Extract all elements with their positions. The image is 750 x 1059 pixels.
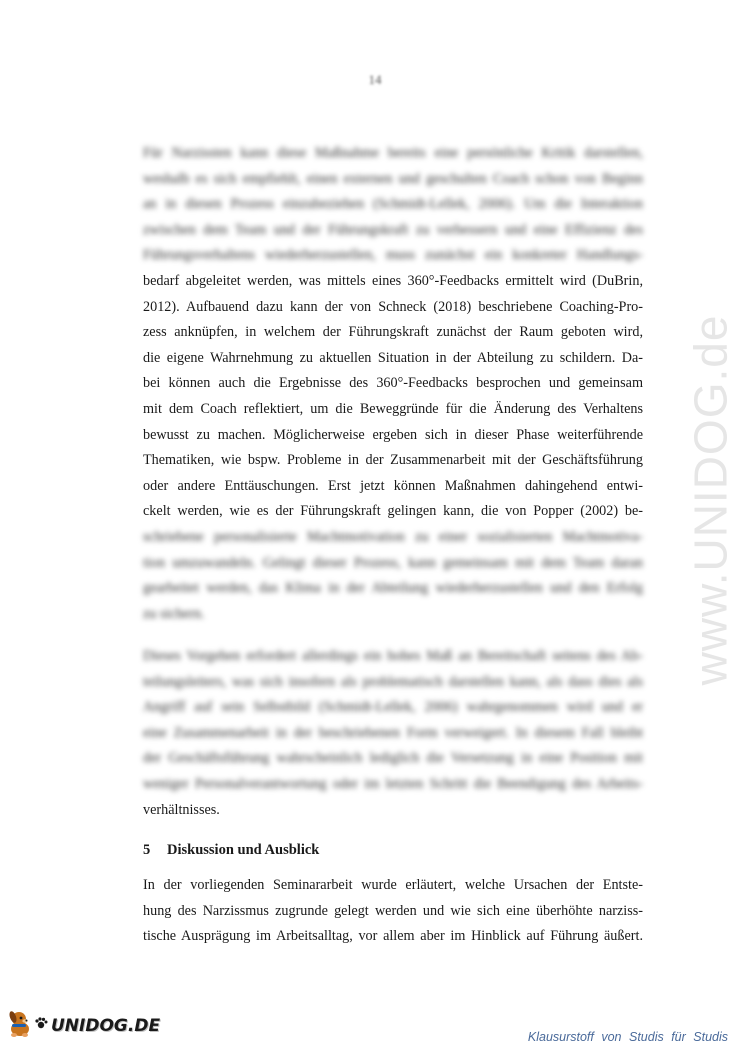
text-line-blurred: weniger Personalverantwortung oder im letzten Schritt die Beendigung des Arbeits- <box>143 775 643 792</box>
text-line-blurred: Führungsverhaltens wiederherzustellen, muss zunächst ein konkreter Handlungs- <box>143 247 643 264</box>
text-line: oder andere Enttäuschungen. Erst jetzt können Maßnahmen dahingehend entwi- <box>143 477 643 494</box>
page-number: 14 <box>368 72 382 87</box>
text-line-blurred: gearbeitet werden, das Klima in der Abteilung wiederherzustellen und den Erfolg <box>143 580 643 597</box>
text-line-blurred: weshalb es sich empfiehlt, einen externen und geschulten Coach schon von Beginn <box>143 170 643 187</box>
text-line: tische Ausprägung im Arbeitsalltag, vor allem aber im Hinblick auf Führung äußert. <box>143 928 643 945</box>
text-line-blurred: zwischen dem Team und der Führungskraft zu verbessern und eine Effizienz des <box>143 221 643 238</box>
text-line-blurred: Dieses Vorgehen erfordert allerdings ein hohes Maß an Bereitschaft seitens des Ab- <box>143 648 643 664</box>
section-title: Diskussion und Ausblick <box>167 842 320 858</box>
text-line: zess anknüpfen, in welchem der Führungskraft zunächst der Raum geboten wird, <box>143 324 643 341</box>
text-line-blurred: eine Zusammenarbeit in der beschriebenen Form verweigert. In diesem Fall bleibt <box>143 724 643 741</box>
text-line: ckelt werden, wie es der Führungskraft gelingen kann, die von Popper (2002) be- <box>143 503 643 520</box>
text-line-blurred: an in diesen Prozess einzubeziehen (Schmidt-Lellek, 2006). Um die Interaktion <box>143 196 643 213</box>
text-line-blurred: der Geschäftsführung wahrscheinlich lediglich die Versetzung in eine Position mit <box>143 750 643 767</box>
paragraph-2 <box>143 644 643 823</box>
text-line: mit dem Coach reflektiert, um die Beweggründe für die Änderung des Verhaltens <box>143 400 643 417</box>
logo-text: UNIDOG.DE <box>51 1015 161 1036</box>
text-line: bedarf abgeleitet werden, was mittels eines 360°-Feedbacks ermittelt wird (DuBrin, <box>143 272 643 289</box>
text-line-blurred: tion umzuwandeln. Gelingt dieser Prozess, kann gemeinsam mit dem Team daran <box>143 554 643 571</box>
paragraph-1 <box>143 141 643 627</box>
watermark-text: www.UNIDOG.de <box>684 314 737 686</box>
text-line-blurred: schriebene personalisierte Machtmotivation zu einer sozialisierten Machtmotiva- <box>143 528 643 545</box>
text-line: die eigene Wahrnehmung zu aktuellen Situation in der Abteilung zu schildern. Da- <box>143 349 643 366</box>
section-number: 5 <box>143 842 151 858</box>
text-line: verhältnisses. <box>143 801 220 818</box>
unidog-logo[interactable] <box>6 1008 160 1043</box>
paragraph-3 <box>143 873 643 950</box>
text-line-blurred: zu sichern. <box>143 605 205 622</box>
text-line: 2012). Aufbauend dazu kann der von Schneck (2018) beschriebene Coaching-Pro- <box>143 298 643 315</box>
text-line: bei können auch die Ergebnisse des 360°-Feedbacks besprochen und gemeinsam <box>143 375 643 392</box>
text-line: In der vorliegenden Seminararbeit wurde erläutert, welche Ursachen der Entste- <box>143 877 643 893</box>
text-line-blurred: Angriff auf sein Selbstbild (Schmidt-Lellek, 2006) wahrgenommen wird und er <box>143 699 643 716</box>
watermark <box>670 270 750 730</box>
text-line-blurred: Für Narzissten kann diese Maßnahme bereits eine persönliche Kritik darstellen, <box>143 145 643 161</box>
dog-icon <box>6 1008 34 1043</box>
text-line-blurred: teilungsleiters, was sich insofern als problematisch darstellen kann, als dass dies als <box>143 673 643 690</box>
text-line: bewusst zu machen. Möglicherweise ergeben sich in dieser Phase weiterführende <box>143 426 643 443</box>
text-line: hung des Narzissmus zugrunde gelegt werden und wie sich eine überhöhte narziss- <box>143 902 643 919</box>
footer-tagline: Klausurstoff von Studis für Studis <box>527 1030 728 1044</box>
paw-icon <box>34 1016 48 1035</box>
section-heading <box>143 842 319 859</box>
text-line: Thematiken, wie bspw. Probleme in der Zusammenarbeit mit der Geschäftsführung <box>143 452 643 469</box>
